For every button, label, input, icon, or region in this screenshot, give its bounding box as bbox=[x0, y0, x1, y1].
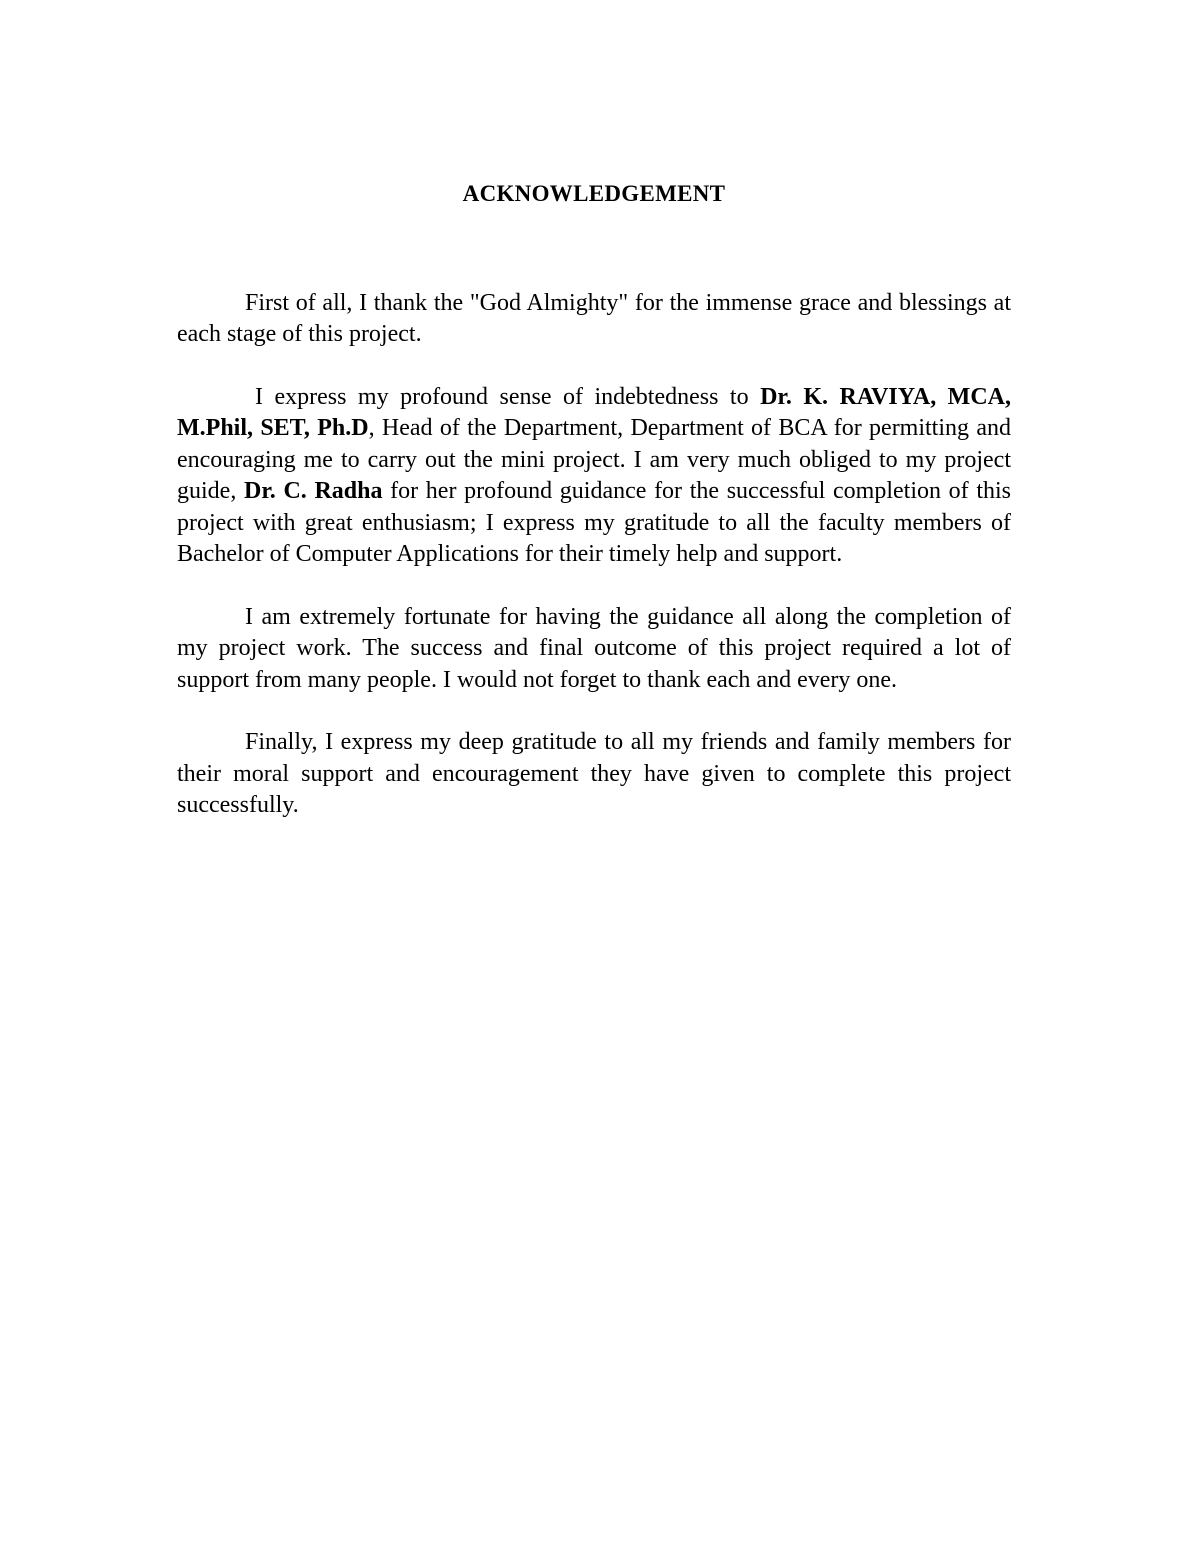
paragraph-text: , Head of the Department, Department of BCA for permitting and encouraging me to carry out the mini project. I am very much obliged to my project guide, bbox=[177, 415, 1012, 504]
paragraph-fortunate: I am extremely fortunate for having the guidance all along the completion of my project work. The success and final outcome of this project required a lot of support from many people. I would not forget to thank each and every one. bbox=[177, 603, 1011, 693]
paragraph-friends-family: Finally, I express my deep gratitude to all my friends and family members for their moral support and encouragement they have given to complete this project successfully. bbox=[177, 729, 1011, 818]
guide-name: Dr. C. Radha bbox=[244, 478, 383, 504]
paragraph-thanks-god: First of all, I thank the "God Almighty" for the immense grace and blessings at each stage of this project. bbox=[177, 289, 1011, 347]
page-title: ACKNOWLEDGEMENT bbox=[462, 181, 726, 206]
paragraph-text: I express my profound sense of indebtedness to bbox=[255, 383, 761, 410]
paragraph-hod-guide bbox=[177, 382, 1011, 571]
hod-name: Dr. K. RAVIYA, MCA, M.Phil, SET, Ph.D bbox=[177, 383, 1012, 441]
paragraph-text: for her profound guidance for the successful completion of this project with great enthusiasm; I express my gratitude to all the faculty members of Bachelor of Computer Applications for their timely help and support. bbox=[177, 478, 1012, 567]
document-body bbox=[177, 178, 1011, 853]
